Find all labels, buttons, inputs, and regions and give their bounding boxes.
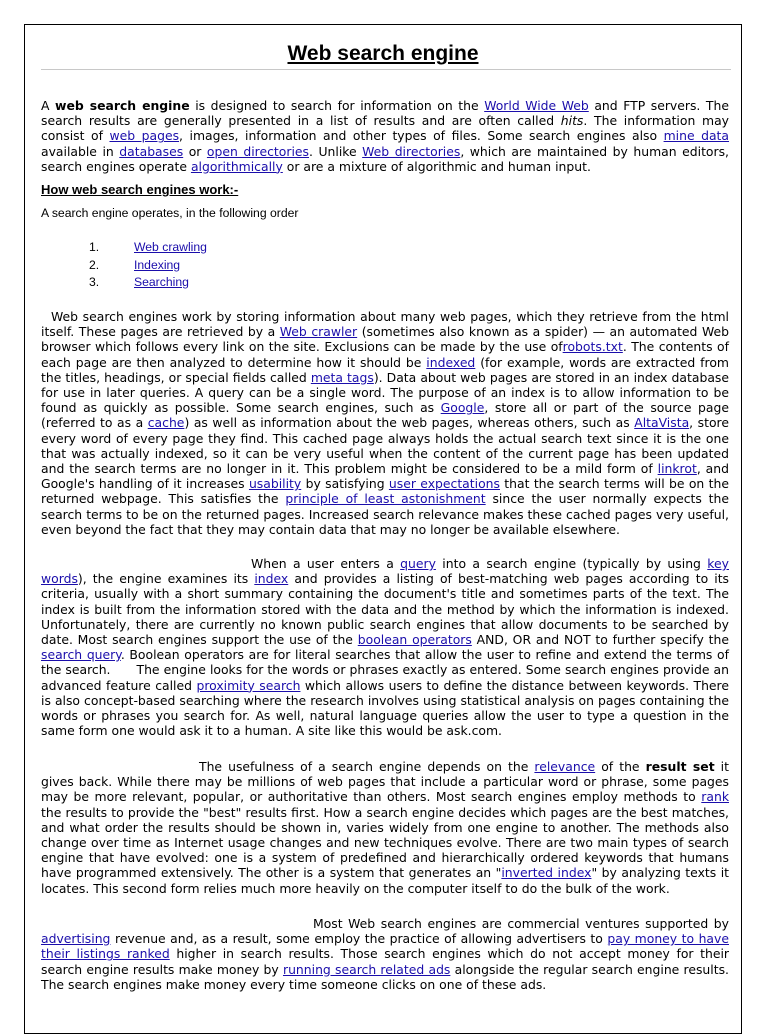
text: . The information may consist of bbox=[41, 113, 730, 144]
text: into a search engine (typically by using bbox=[435, 556, 708, 571]
text: . The contents of each page are then analyzed to determine how it should be bbox=[41, 339, 729, 370]
link-open-directories[interactable]: open directories bbox=[206, 143, 309, 159]
text: it gives back. While there may be millions of web pages that include a particular word or phrase, some pages may be more relevant, popular, or authoritative than others. Most search engines employ methods to bbox=[41, 759, 729, 805]
link-mine-data[interactable]: mine data bbox=[663, 128, 730, 144]
text: the results to provide the "best" results first. How a search engine decides which pages are the best matches, and what order the results should be shown in, varies widely from one engine to another. The methods also change over time as Internet usage changes and new techniques evolve. There are two main types of search engine that have evolved: one is a system of predefined and hierarchically ordered keywords that humans have programmed extensively. The other is a system that generates an " bbox=[41, 804, 729, 881]
text: by satisfying bbox=[301, 476, 389, 492]
link-web-crawler[interactable]: Web crawler bbox=[279, 324, 358, 340]
link-key-words[interactable]: key words bbox=[41, 556, 729, 587]
link-index[interactable]: index bbox=[254, 571, 289, 587]
link-indexed[interactable]: indexed bbox=[426, 354, 476, 370]
link-query[interactable]: query bbox=[400, 556, 436, 571]
steps-list bbox=[89, 240, 207, 293]
text: higher in search results. Those search engines which do not accept money for their search engine results make money by bbox=[41, 946, 730, 977]
text: When a user enters a bbox=[251, 556, 401, 571]
text: revenue and, as a result, some employ the practice of allowing advertisers to bbox=[110, 931, 608, 947]
text: ), the engine examines its bbox=[77, 571, 255, 587]
text: , which are maintained by human editors, search engines operate bbox=[41, 143, 729, 174]
list-item bbox=[89, 240, 207, 258]
intro-line: A search engine operates, in the following order bbox=[41, 206, 299, 220]
text: (for example, words are extracted from the titles, headings, or special fields called bbox=[41, 354, 729, 385]
link-databases[interactable]: databases bbox=[119, 143, 184, 159]
link-boolean-operators[interactable]: boolean operators bbox=[357, 632, 472, 648]
text: and FTP servers. The search results are generally presented in a list of results and are often called bbox=[41, 98, 729, 129]
text: ) as well as information about the web pages, whereas others, such as bbox=[184, 415, 635, 431]
list-number: 3. bbox=[89, 275, 100, 289]
link-robots-txt[interactable]: robots.txt bbox=[562, 339, 623, 355]
link-rank[interactable]: rank bbox=[701, 789, 729, 805]
list-item bbox=[89, 258, 207, 276]
text: . Boolean operators are for literal searches that allow the user to refine and extend the terms of the search. bbox=[41, 647, 729, 678]
document-page bbox=[24, 24, 742, 1034]
text: is designed to search for information on the bbox=[189, 98, 485, 113]
text: " by analyzing texts it locates. This second form relies much more heavily on the computer itself to do the bulk of the work. bbox=[41, 865, 730, 896]
advertising-paragraph bbox=[41, 916, 729, 992]
text: , and Google's handling of it increases bbox=[41, 461, 729, 492]
text: since the user normally expects the search terms to be on the returned pages. Increased search relevance makes these cached pages very useful, even beyond the fact that they may contain data that may no longer be available elsewhere. bbox=[41, 491, 730, 537]
link-search-related-ads[interactable]: running search related ads bbox=[282, 961, 451, 977]
text: ). Data about web pages are stored in an index database for use in later queries. A query can be a single word. The purpose of an index is to allow information to be found as quickly as possible. Some search engines, such as bbox=[41, 369, 729, 416]
link-relevance[interactable]: relevance bbox=[534, 759, 596, 774]
link-advertising[interactable]: advertising bbox=[41, 931, 111, 947]
text: and provides a listing of best-matching web pages according to its criteria, usually with a short summary containing the document's title and sometimes parts of the text. The index is built from the information stored with the data and the method by which the information is indexed. Unfortunately, there are currently no known public search engines that allow documents to be searched by date. Most search engines support the use of the bbox=[41, 571, 730, 648]
link-google[interactable]: Google bbox=[440, 400, 485, 416]
title-divider bbox=[41, 69, 731, 70]
link-web-directories[interactable]: Web directories bbox=[362, 143, 461, 159]
section-heading: How web search engines work:- bbox=[41, 182, 239, 197]
relevance-paragraph bbox=[41, 759, 729, 896]
bold-term: result set bbox=[645, 759, 715, 774]
italic-term: hits bbox=[560, 113, 584, 129]
intro-paragraph bbox=[41, 98, 729, 174]
list-number: 2. bbox=[89, 257, 100, 272]
link-web-crawling[interactable]: Web crawling bbox=[134, 240, 207, 254]
text: available in bbox=[41, 143, 120, 159]
link-user-expectations[interactable]: user expectations bbox=[388, 476, 500, 492]
text: alongside the regular search engine results. The search engines make money every time someone clicks on one of these ads. bbox=[41, 961, 729, 992]
text: Web search engines work by storing information about many web pages, which they retrieve from the html itself. These pages are retrieved by a bbox=[41, 309, 729, 340]
text: Most Web search engines are commercial ventures supported by bbox=[313, 916, 729, 931]
link-cache[interactable]: cache bbox=[147, 415, 185, 431]
link-search-query[interactable]: search query bbox=[41, 647, 121, 663]
link-pay-money[interactable]: pay money to have their listings ranked bbox=[41, 931, 729, 962]
link-usability[interactable]: usability bbox=[248, 476, 302, 492]
crawling-paragraph bbox=[41, 309, 729, 537]
link-altavista[interactable]: AltaVista bbox=[634, 415, 690, 431]
link-least-astonishment[interactable]: principle of least astonishment bbox=[285, 491, 486, 507]
text: A bbox=[41, 98, 56, 113]
query-paragraph bbox=[41, 556, 729, 738]
text: The engine looks for the words or phrases exactly as entered. Some search engines provide an advanced feature called bbox=[41, 662, 730, 693]
text: or bbox=[183, 143, 207, 159]
text: AND, OR and NOT to further specify the bbox=[471, 632, 729, 648]
text: , store every word of every page they find. This cached page always holds the actual search text since it is the one that was actually indexed, so it can be very useful when the content of the current page has been updated and the search terms are no longer in it. This problem might be considered to be a mild form of bbox=[41, 415, 729, 477]
page-title: Web search engine bbox=[287, 42, 479, 65]
text: that the search terms will be on the returned webpage. This satisfies the bbox=[41, 476, 729, 507]
link-indexing[interactable]: Indexing bbox=[134, 257, 181, 272]
link-algorithmically[interactable]: algorithmically bbox=[190, 158, 283, 174]
link-inverted-index[interactable]: inverted index bbox=[501, 865, 592, 881]
link-linkrot[interactable]: linkrot bbox=[657, 461, 697, 477]
text: of the bbox=[595, 759, 646, 774]
link-proximity-search[interactable]: proximity search bbox=[196, 677, 301, 693]
link-meta-tags[interactable]: meta tags bbox=[310, 369, 374, 385]
text: The usefulness of a search engine depends on the bbox=[199, 759, 535, 774]
list-item bbox=[89, 275, 207, 293]
link-searching[interactable]: Searching bbox=[134, 275, 189, 289]
text: (sometimes also known as a spider) — an automated Web browser which follows every link on the site. Exclusions can be made by the use of bbox=[41, 324, 729, 355]
bold-term: web search engine bbox=[55, 98, 190, 113]
text: . Unlike bbox=[309, 143, 363, 159]
text: , images, information and other types of files. Some search engines also bbox=[179, 128, 664, 144]
text: which allows users to define the distance between keywords. There is also concept-based searching where the research involves using statistical analysis on pages containing the words or phrases you search for. As well, natural language queries allow the user to type a question in the same form one would ask it to a human. A site like this would be ask.com. bbox=[41, 677, 729, 739]
text: or are a mixture of algorithmic and human input. bbox=[282, 158, 591, 174]
link-world-wide-web[interactable]: World Wide Web bbox=[484, 98, 589, 113]
link-web-pages[interactable]: web pages bbox=[109, 128, 180, 144]
text: , store all or part of the source page (referred to as a bbox=[41, 400, 729, 431]
list-number: 1. bbox=[89, 240, 100, 254]
